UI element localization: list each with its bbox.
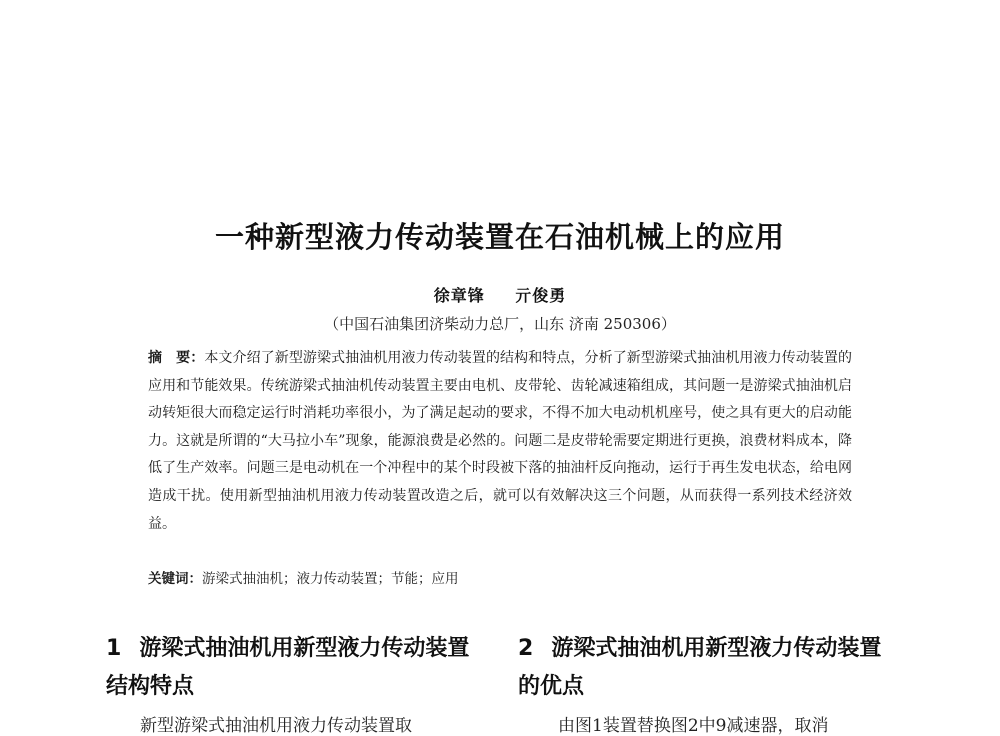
author-name: 徐章锋 <box>433 286 485 305</box>
section-2-body-first-line: 由图1装置替换图2中9减速器，取消 <box>558 716 829 736</box>
section-1-body-first-line: 新型游梁式抽油机用液力传动装置取 <box>140 716 412 736</box>
section-number: 2 <box>518 636 534 661</box>
section-heading-text: 游梁式抽油机用新型液力传动装置的优点 <box>518 636 882 699</box>
keywords <box>148 567 852 587</box>
section-number: 1 <box>106 636 122 661</box>
affiliation: （中国石油集团济柴动力总厂，山东 济南 250306） <box>324 315 676 333</box>
section-heading-text: 游梁式抽油机用新型液力传动装置结构特点 <box>106 636 470 699</box>
abstract-text: 本文介绍了新型游梁式抽油机用液力传动装置的结构和特点，分析了新型游梁式抽油机用液力传动装置的应用和节能效果。传统游梁式抽油机传动装置主要由电机、皮带轮、齿轮减速箱组成，其问题一是游梁式抽油机启动转矩很大而稳定运行时消耗功率很小，为了满足起动的要求，不得不加大电动机机座号，使之具有更大的启动能力。这就是所谓的“大马拉小车”现象，能源浪费是必然的。问题二是皮带轮需要定期进行更换，浪费材料成本，降低了生产效率。问题三是电动机在一个冲程中的某个时段被下落的抽油杆反向拖动，运行于再生发电状态，给电网造成干扰。使用新型抽油机用液力传动装置改造之后，就可以有效解决这三个问题，从而获得一系列技术经济效益。 <box>148 350 852 532</box>
abstract-label: 摘 要： <box>148 350 205 366</box>
paper-title: 一种新型液力传动装置在石油机械上的应用 <box>214 220 785 254</box>
keywords-label: 关键词： <box>148 571 202 587</box>
author-list <box>0 283 1000 306</box>
author-name: 亓俊勇 <box>515 286 567 305</box>
keywords-text: 游梁式抽油机；液力传动装置；节能；应用 <box>202 571 459 587</box>
abstract <box>148 345 852 538</box>
section-heading-1 <box>106 630 491 706</box>
section-heading-2 <box>518 630 903 706</box>
